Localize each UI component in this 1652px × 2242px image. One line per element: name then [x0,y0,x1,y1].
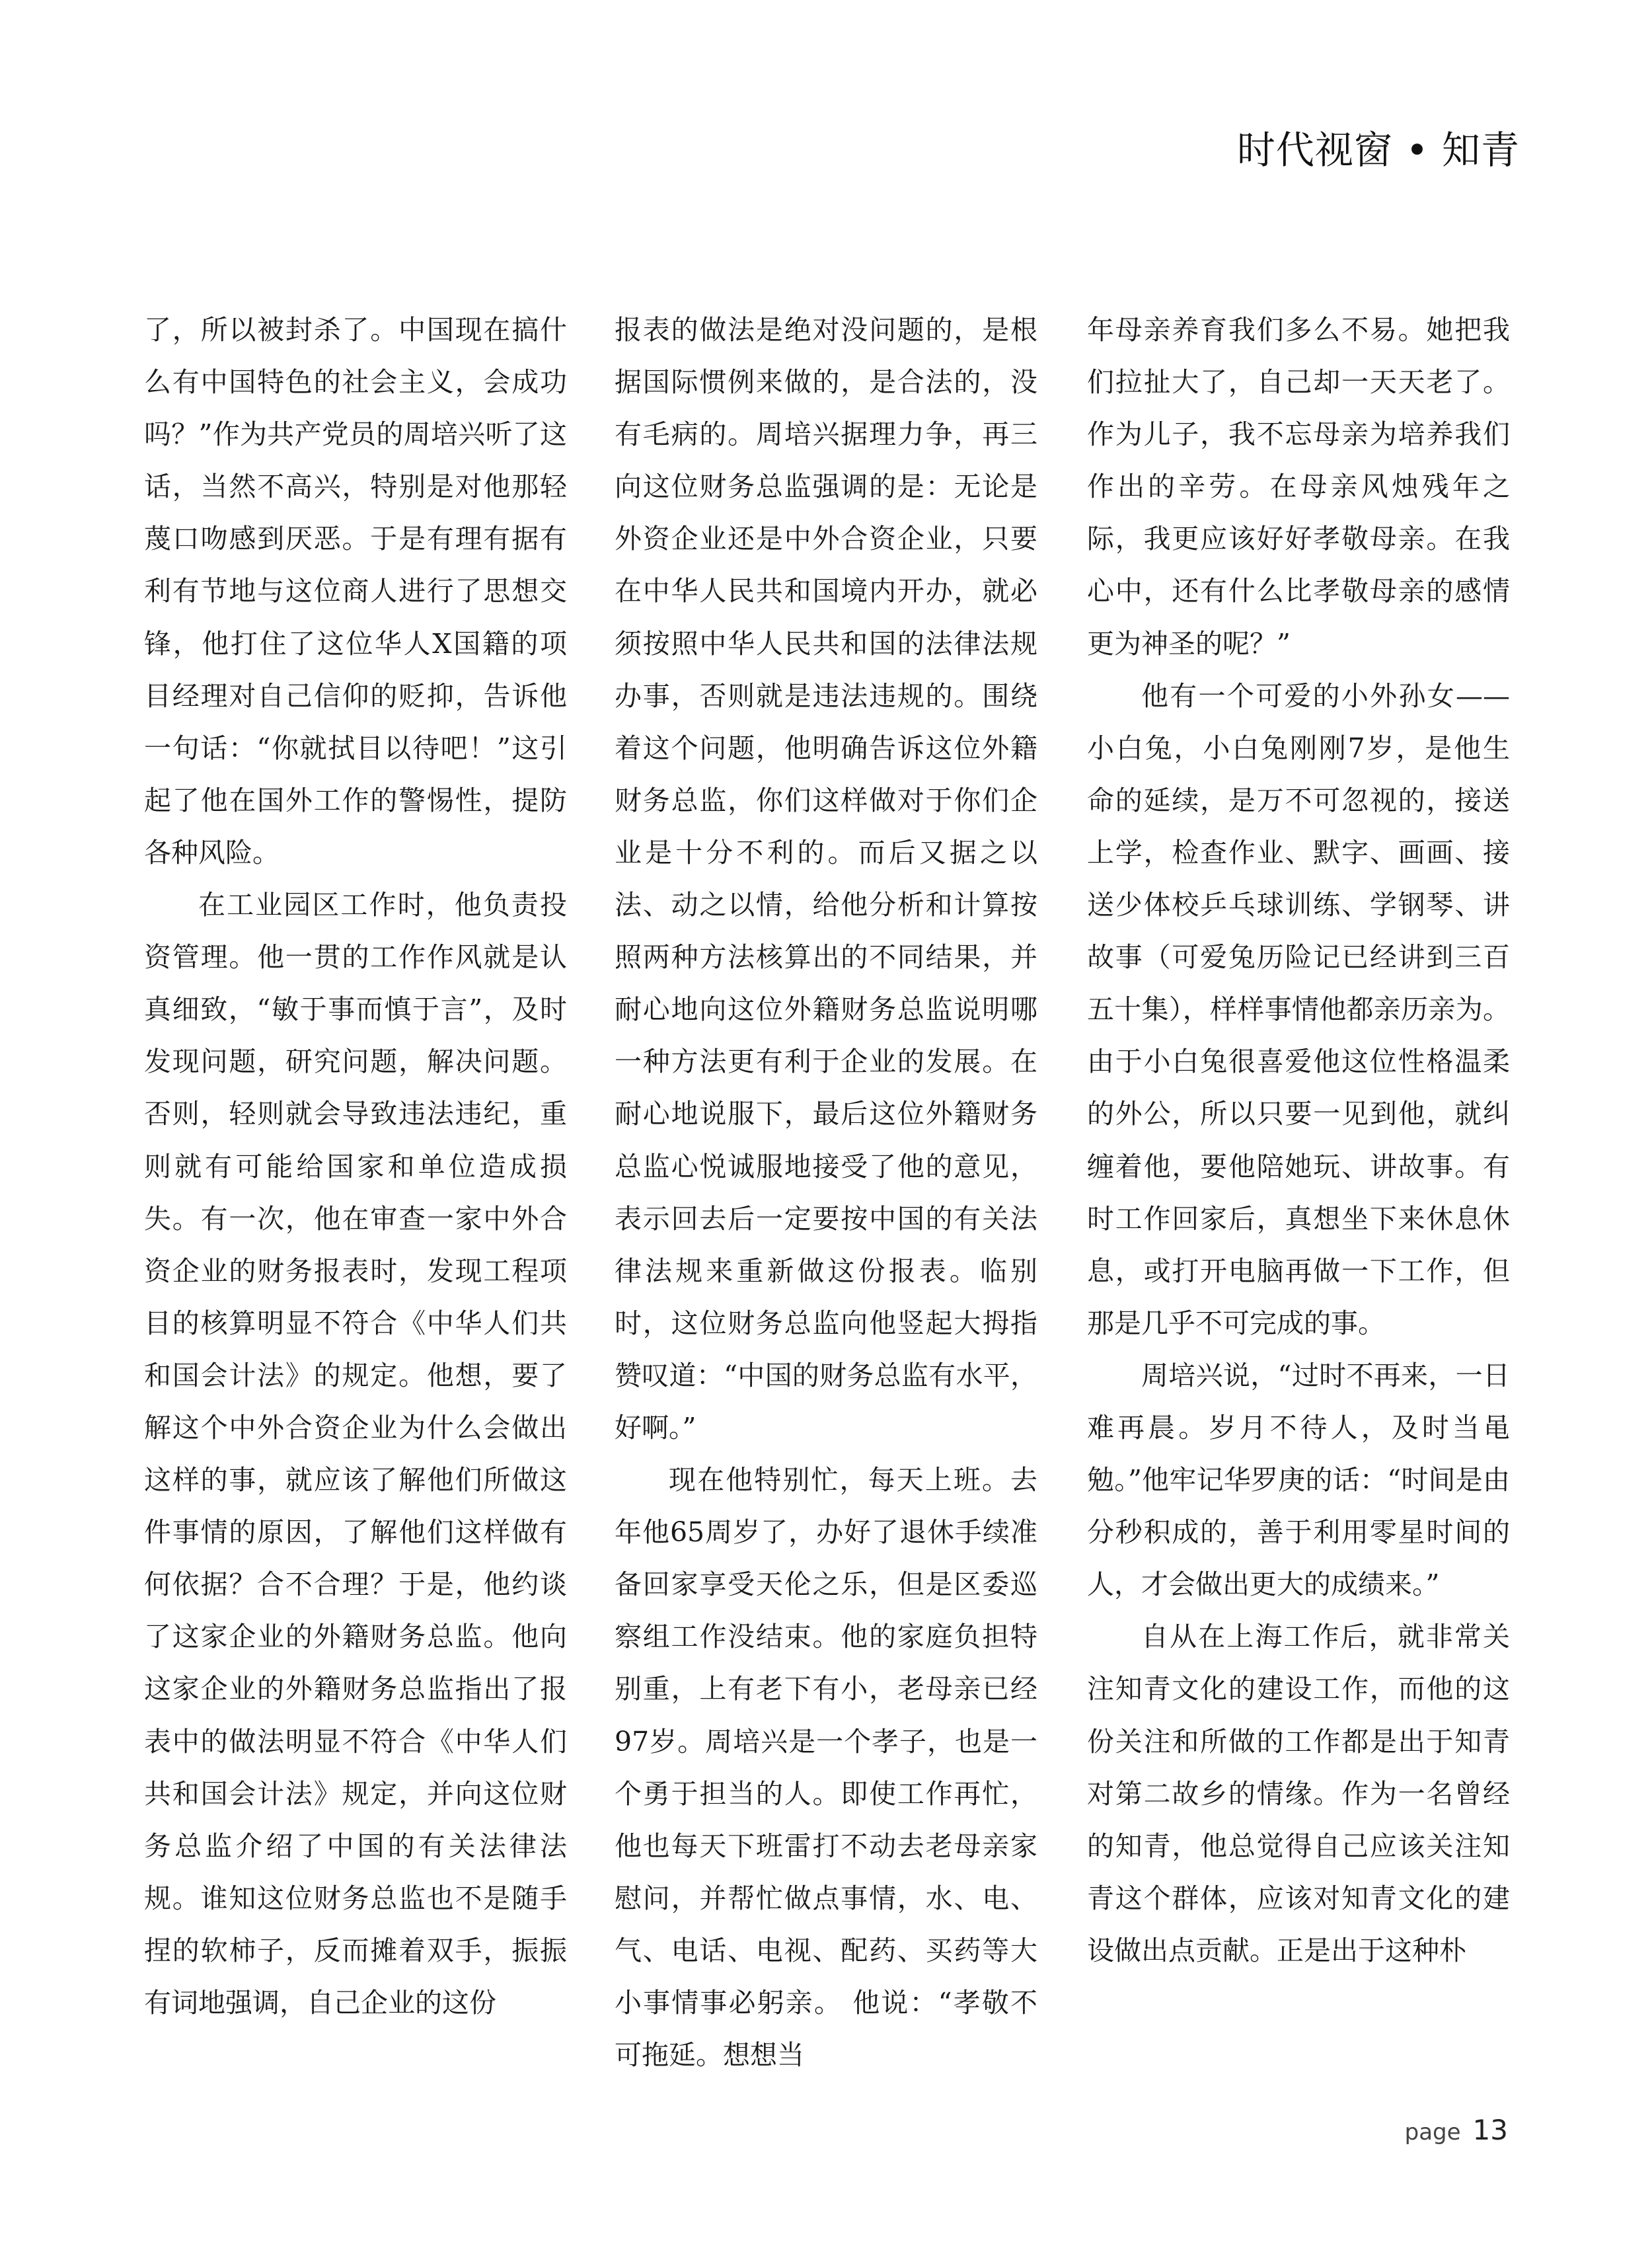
page-label: page [1404,2119,1461,2145]
paragraph: 了，所以被封杀了。中国现在搞什么有中国特色的社会主义，会成功吗？”作为共产党员的周培兴听了这话，当然不高兴，特别是对他那轻蔑口吻感到厌恶。于是有理有据有利有节地与这位商人进行了思想交锋，他打住了这位华人X国籍的项目经理对自己信仰的贬抑，告诉他一句话：“你就拭目以待吧！”这引起了他在国外工作的警惕性，提防各种风险。 [144,314,567,869]
paragraph: 周培兴说，“过时不再来，一日难再晨。岁月不待人，及时当黾勉。”他牢记华罗庚的话：“时间是由分秒积成的，善于利用零星时间的人，才会做出更大的成绩来。” [1087,1359,1510,1601]
text-column-2 [615,304,1037,2081]
section-title: 时代视窗 • 知青 [1236,128,1520,173]
paragraph: 年母亲养育我们多么不易。她把我们拉扯大了，自己却一天天老了。作为儿子，我不忘母亲为培养我们作出的辛劳。在母亲风烛残年之际，我更应该好好孝敬母亲。在我心中，还有什么比孝敬母亲的感情更为神圣的呢？” [1087,314,1510,660]
paragraph: 自从在上海工作后，就非常关注知青文化的建设工作，而他的这份关注和所做的工作都是出于知青对第二故乡的情缘。作为一名曾经的知青，他总觉得自己应该关注知青这个群体，应该对知青文化的建设做出点贡献。正是出于这种朴 [1087,1621,1510,1966]
paragraph: 他有一个可爱的小外孙女——小白兔，小白兔刚刚7岁，是他生命的延续，是万不可忽视的，接送上学，检查作业、默字、画画、接送少体校乒乓球训练、学钢琴、讲故事（可爱兔历险记已经讲到三百五十集），样样事情他都亲历亲为。由于小白兔很喜爱他这位性格温柔的外公，所以只要一见到他，就纠缠着他，要他陪她玩、讲故事。有时工作回家后，真想坐下来休息休息，或打开电脑再做一下工作，但那是几乎不可完成的事。 [1087,679,1510,1339]
page-footer [1405,2114,1508,2146]
paragraph: 现在他特别忙，每天上班。去年他65周岁了，办好了退休手续准备回家享受天伦之乐，但是区委巡察组工作没结束。他的家庭负担特别重，上有老下有小，老母亲已经97岁。周培兴是一个孝子，也是一个勇于担当的人。即使工作再忙，他也每天下班雷打不动去老母亲家慰问，并帮忙做点事情，水、电、气、电话、电视、配药、买药等大小事情事必躬亲。 他说：“孝敬不可拖延。想想当 [615,1464,1037,2071]
paragraph: 在工业园区工作时，他负责投资管理。他一贯的工作作风就是认真细致，“敏于事而慎于言”，及时发现问题，研究问题，解决问题。否则，轻则就会导致违法违纪，重则就有可能给国家和单位造成损失。有一次，他在审查一家中外合资企业的财务报表时，发现工程项目的核算明显不符合《中华人们共和国会计法》的规定。他想，要了解这个中外合资企业为什么会做出这样的事，就应该了解他们所做这件事情的原因，了解他们这样做有何依据？合不合理？于是，他约谈了这家企业的外籍财务总监。他向这家企业的外籍财务总监指出了报表中的做法明显不符合《中华人们共和国会计法》规定，并向这位财务总监介绍了中国的有关法律法规。谁知这位财务总监也不是随手捏的软柿子，反而摊着双手，振振有词地强调，自己企业的这份 [144,889,567,2019]
text-column-3 [1087,304,1510,1977]
text-column-1 [144,304,567,2029]
paragraph: 报表的做法是绝对没问题的，是根据国际惯例来做的，是合法的，没有毛病的。周培兴据理力争，再三向这位财务总监强调的是：无论是外资企业还是中外合资企业，只要在中华人民共和国境内开办，就必须按照中华人民共和国的法律法规办事，否则就是违法违规的。围绕着这个问题，他明确告诉这位外籍财务总监，你们这样做对于你们企业是十分不利的。而后又据之以法、动之以情，给他分析和计算按照两种方法核算出的不同结果，并耐心地向这位外籍财务总监说明哪一种方法更有利于企业的发展。在耐心地说服下，最后这位外籍财务总监心悦诚服地接受了他的意见，表示回去后一定要按中国的有关法律法规来重新做这份报表。临别时，这位财务总监向他竖起大拇指赞叹道：“中国的财务总监有水平，好啊。” [615,314,1037,1444]
page-number: 13 [1472,2114,1508,2146]
